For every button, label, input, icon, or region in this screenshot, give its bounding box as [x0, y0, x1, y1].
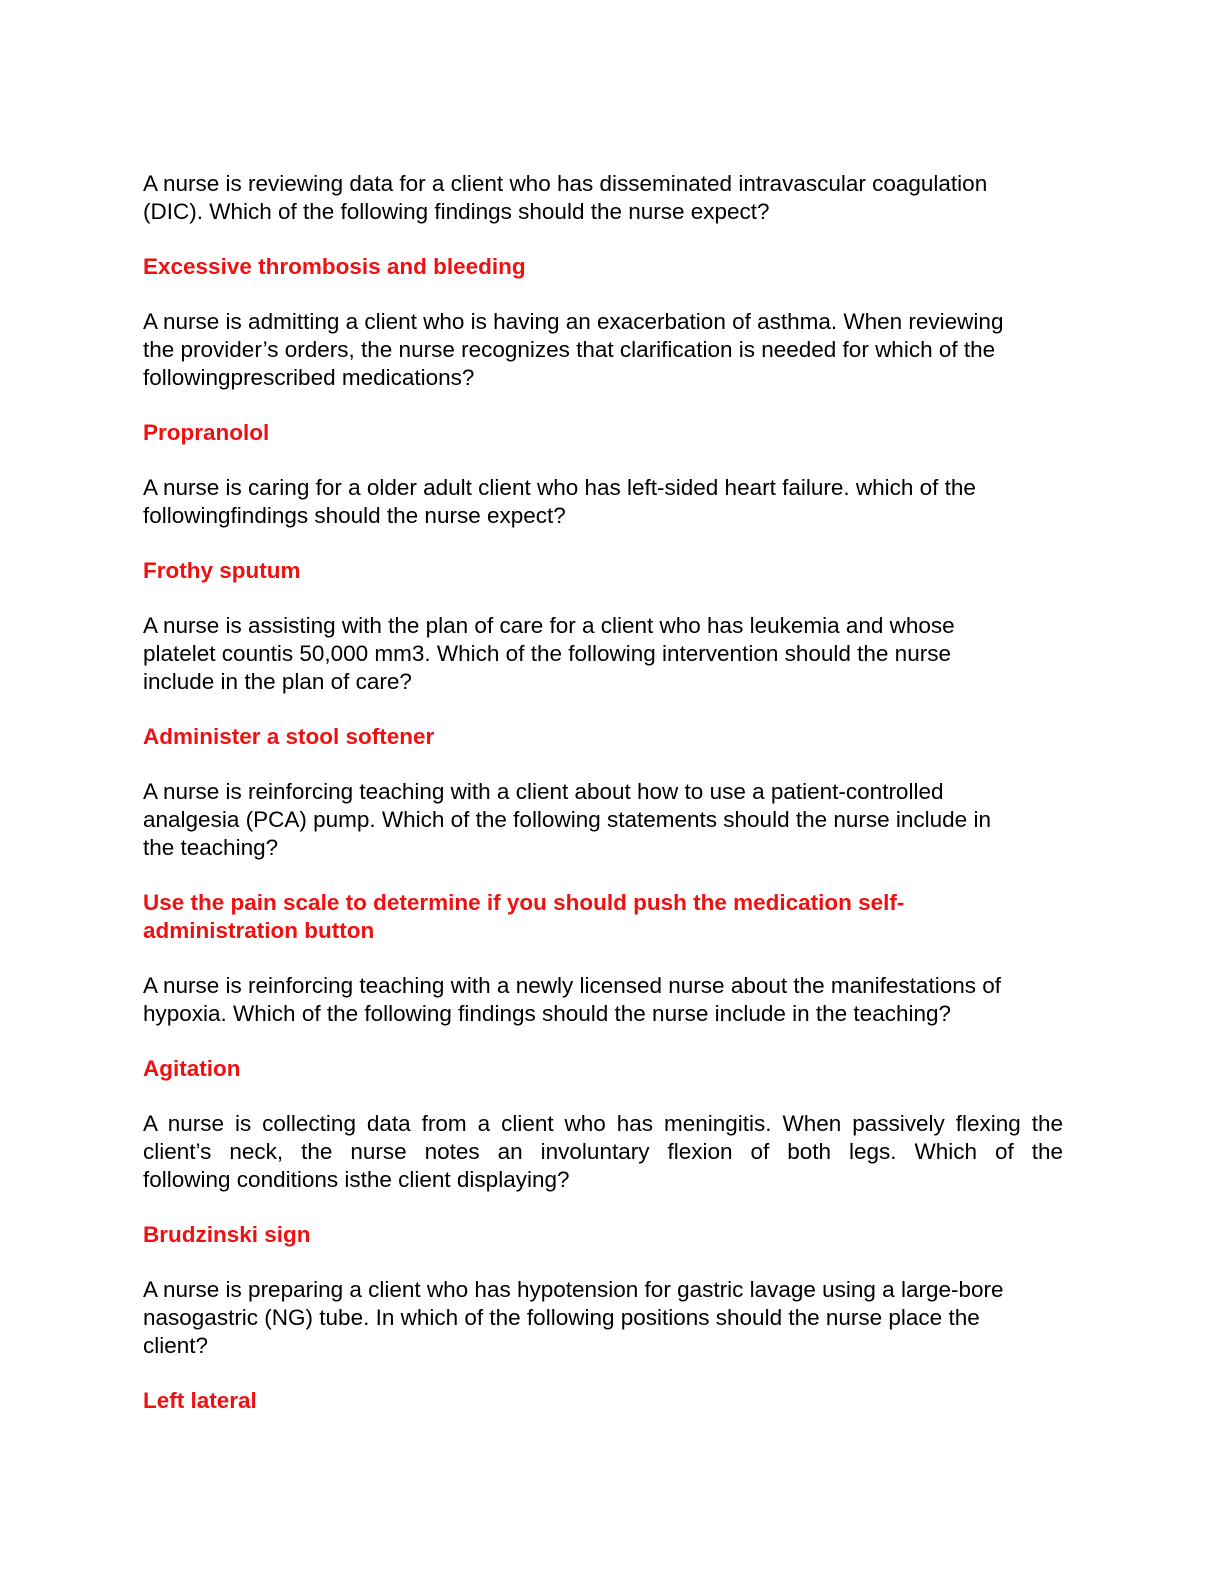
answer-1 [143, 253, 1063, 281]
question-5 [143, 778, 1063, 862]
question-text-line: A nurse is admitting a client who is having an exacerbation of asthma. When reviewing [143, 309, 1004, 334]
answer-text-line: Administer a stool softener [143, 724, 435, 749]
question-text-line: A nurse is reinforcing teaching with a newly licensed nurse about the manifestations of [143, 973, 1001, 998]
question-8 [143, 1276, 1063, 1360]
answer-6 [143, 1055, 1063, 1083]
answer-text-line: Use the pain scale to determine if you should push the medication self- [143, 890, 905, 915]
answer-3 [143, 557, 1063, 585]
answer-8 [143, 1387, 1063, 1415]
question-text-line: the provider’s orders, the nurse recognizes that clarification is needed for which of the [143, 337, 996, 362]
question-text-line: include in the plan of care? [143, 669, 412, 694]
question-text-line: the teaching? [143, 835, 279, 860]
answer-text-line: Agitation [143, 1056, 241, 1081]
question-text-line: A nurse is collecting data from a client who has meningitis. When passively flexing the [143, 1111, 1063, 1136]
answer-text-line: Brudzinski sign [143, 1222, 311, 1247]
question-text-line: nasogastric (NG) tube. In which of the following positions should the nurse place the [143, 1305, 980, 1330]
answer-text-line: Excessive thrombosis and bleeding [143, 254, 526, 279]
question-6 [143, 972, 1063, 1028]
question-text-line: client? [143, 1333, 209, 1358]
question-4 [143, 612, 1063, 696]
answer-5 [143, 889, 1063, 945]
question-2 [143, 308, 1063, 392]
answer-text-line: Propranolol [143, 420, 270, 445]
question-text-line: A nurse is reinforcing teaching with a client about how to use a patient-controlled [143, 779, 944, 804]
question-text-line: A nurse is assisting with the plan of care for a client who has leukemia and whose [143, 613, 955, 638]
answer-4 [143, 723, 1063, 751]
question-text-line: followingfindings should the nurse expect? [143, 503, 566, 528]
question-text-line: A nurse is caring for a older adult client who has left-sided heart failure. which of the [143, 475, 976, 500]
answer-2 [143, 419, 1063, 447]
question-3 [143, 474, 1063, 530]
question-7 [143, 1110, 1063, 1194]
question-text-line: A nurse is preparing a client who has hypotension for gastric lavage using a large-bore [143, 1277, 1004, 1302]
question-text-line: platelet countis 50,000 mm3. Which of the following intervention should the nurse [143, 641, 951, 666]
question-text-line: A nurse is reviewing data for a client who has disseminated intravascular coagulation [143, 171, 988, 196]
question-text-line: hypoxia. Which of the following findings should the nurse include in the teaching? [143, 1001, 952, 1026]
question-text-line: followingprescribed medications? [143, 365, 475, 390]
answer-text-line: administration button [143, 918, 375, 943]
question-answer-list [143, 170, 1063, 1442]
answer-text-line: Frothy sputum [143, 558, 301, 583]
question-text-line: analgesia (PCA) pump. Which of the following statements should the nurse include in [143, 807, 991, 832]
question-text-line: client’s neck, the nurse notes an involuntary flexion of both legs. Which of the [143, 1139, 1063, 1164]
question-text-line: following conditions isthe client displaying? [143, 1167, 570, 1192]
answer-7 [143, 1221, 1063, 1249]
question-1 [143, 170, 1063, 226]
answer-text-line: Left lateral [143, 1388, 257, 1413]
question-text-line: (DIC). Which of the following findings should the nurse expect? [143, 199, 770, 224]
